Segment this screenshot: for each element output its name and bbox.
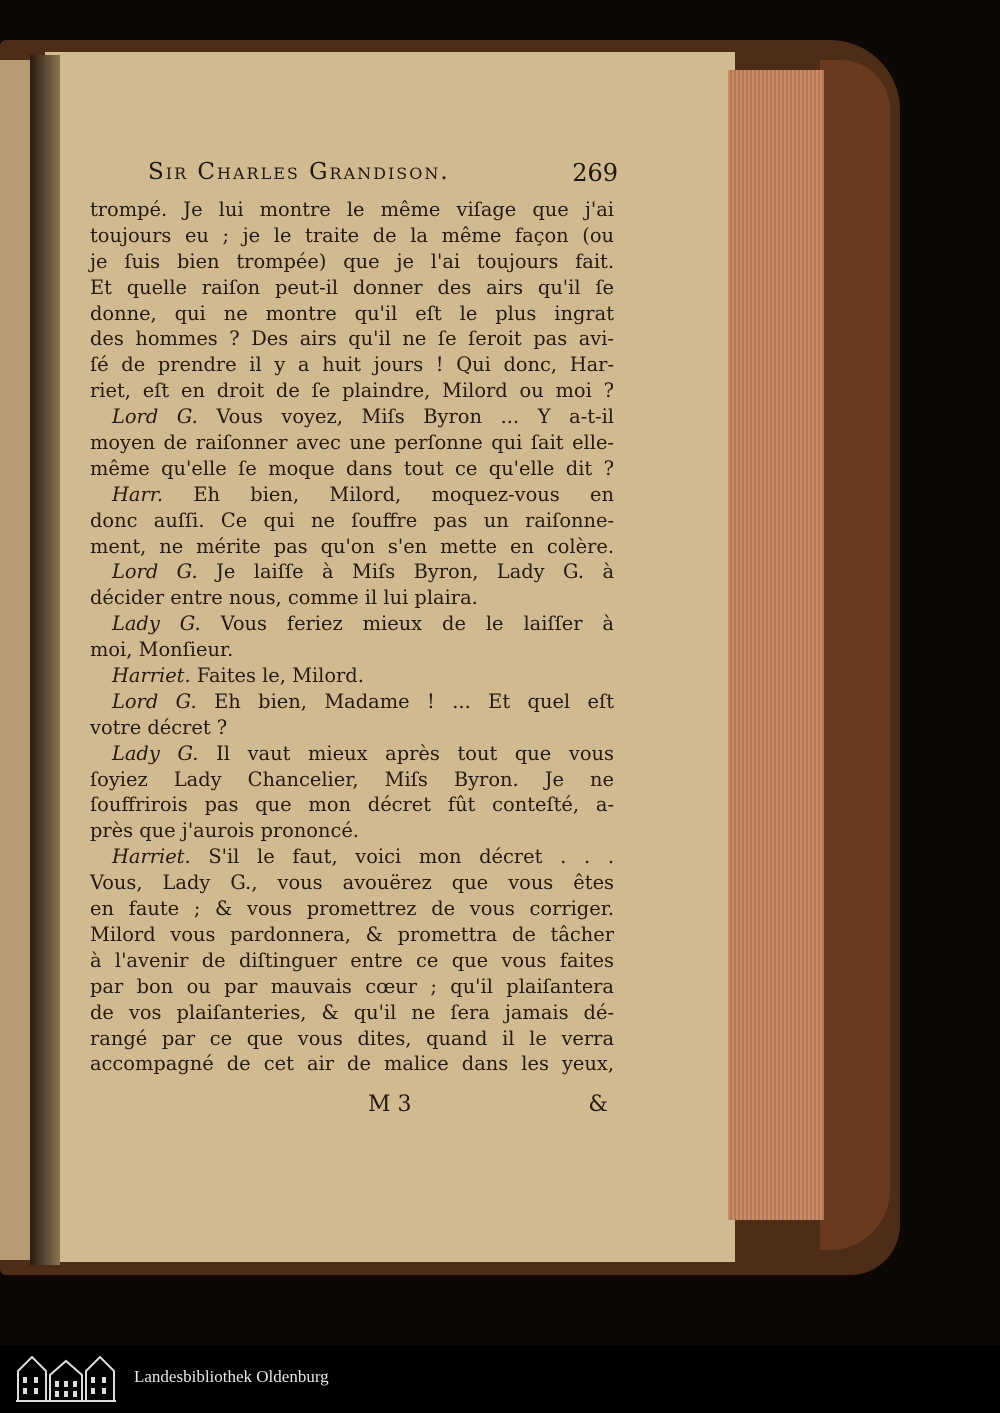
line-text: toujours eu ; je le traite de la même façon (ou: [90, 223, 614, 247]
text-line: [90, 637, 614, 663]
library-name: Landesbibliothek Oldenburg: [134, 1367, 329, 1386]
text-line: [90, 1026, 614, 1052]
line-text: Eh bien, Madame ! ... Et quel eſt: [196, 689, 615, 713]
text-line: [90, 663, 614, 689]
line-text: décider entre nous, comme il lui plaira.: [90, 586, 478, 610]
line-text: S'il le faut, voici mon décret . . .: [190, 845, 614, 869]
line-text: rangé par ce que vous dites, quand il le verra: [90, 1026, 614, 1050]
text-line: [90, 844, 614, 870]
line-text: en faute ; & vous promettrez de vous corriger.: [90, 897, 614, 921]
text-line: [90, 352, 614, 378]
speaker-name: Harriet.: [112, 664, 191, 688]
line-text: ment, ne mérite pas qu'on s'en mette en colère.: [90, 534, 614, 558]
line-text: près que j'aurois prononcé.: [90, 819, 359, 843]
page-block-edge: [728, 70, 824, 1220]
text-line: [90, 223, 614, 249]
text-line: [90, 534, 614, 560]
line-text: Il vaut mieux après tout que vous: [198, 741, 614, 765]
line-text: moi, Monſieur.: [90, 638, 234, 662]
text-line: [90, 792, 614, 818]
page-number: 269: [572, 159, 618, 187]
speaker-name: Lady G.: [112, 612, 201, 636]
running-head-title: Sir Charles Grandison.: [148, 159, 450, 185]
text-line: [90, 818, 614, 844]
page-footer: [90, 1092, 614, 1120]
speaker-name: Lord G.: [112, 689, 197, 713]
line-text: Milord vous pardonnera, & promettra de tâcher: [90, 922, 614, 946]
text-line: [90, 948, 614, 974]
text-line: [90, 482, 614, 508]
signature-mark: M 3: [368, 1092, 412, 1117]
text-line: [90, 689, 614, 715]
line-text: à l'avenir de diſtinguer entre ce que vous faites: [90, 948, 614, 972]
speaker-name: Lord G.: [112, 405, 198, 429]
text-line: [90, 922, 614, 948]
line-text: Et quelle raiſon peut-il donner des airs qu'il ſe: [90, 275, 614, 299]
line-text: de vos plaiſanteries, & qu'il ne ſera jamais dé-: [90, 1000, 614, 1024]
text-line: [90, 197, 614, 223]
text-line: [90, 974, 614, 1000]
speaker-name: Lady G.: [112, 741, 199, 765]
body-text: [90, 197, 614, 1077]
line-text: ſé de prendre il y a huit jours ! Qui donc, Har-: [90, 353, 614, 377]
line-text: des hommes ? Des airs qu'il ne ſe ſeroit pas avi-: [90, 327, 614, 351]
text-line: [90, 767, 614, 793]
text-line: [90, 249, 614, 275]
speaker-name: Harriet.: [112, 845, 191, 869]
library-bar: [0, 1345, 1000, 1413]
text-line: [90, 1051, 614, 1077]
text-line: [90, 326, 614, 352]
line-text: Vous feriez mieux de le laiſſer à: [200, 612, 614, 636]
text-line: [90, 585, 614, 611]
text-line: [90, 611, 614, 637]
line-text: Vous, Lady G., vous avouërez que vous êtes: [90, 871, 614, 895]
running-head: [148, 155, 618, 195]
line-text: trompé. Je lui montre le même viſage que j'ai: [90, 198, 614, 221]
text-line: [90, 1000, 614, 1026]
catchword: &: [588, 1092, 608, 1117]
text-line: [90, 559, 614, 585]
text-line: [90, 301, 614, 327]
line-text: accompagné de cet air de malice dans les yeux,: [90, 1052, 614, 1076]
text-line: [90, 741, 614, 767]
speaker-name: Harr.: [112, 482, 164, 506]
line-text: ſouffrirois pas que mon décret fût conteſté, a-: [90, 793, 614, 817]
text-line: [90, 275, 614, 301]
text-line: [90, 378, 614, 404]
line-text: je ſuis bien trompée) que je l'ai toujours fait.: [90, 249, 614, 273]
line-text: votre décret ?: [90, 715, 228, 739]
line-text: Faites le, Milord.: [190, 664, 364, 688]
line-text: même qu'elle ſe moque dans tout ce qu'elle dit ?: [90, 456, 614, 480]
library-building-icon: [14, 1353, 118, 1403]
text-line: [90, 404, 614, 430]
text-line: [90, 508, 614, 534]
line-text: Eh bien, Milord, moquez-vous en: [163, 482, 614, 506]
text-line: [90, 715, 614, 741]
line-text: par bon ou par mauvais cœur ; qu'il plaiſantera: [90, 974, 614, 998]
text-line: [90, 430, 614, 456]
cover-edge: [820, 60, 890, 1250]
line-text: ſoyiez Lady Chancelier, Miſs Byron. Je ne: [90, 767, 614, 791]
line-text: donc auſſi. Ce qui ne ſouffre pas un raiſonne-: [90, 508, 614, 532]
text-line: [90, 456, 614, 482]
text-line: [90, 870, 614, 896]
line-text: Je laiſſe à Miſs Byron, Lady G. à: [197, 560, 615, 584]
previous-page-edge: [0, 60, 34, 1260]
speaker-name: Lord G.: [112, 560, 198, 584]
page-gutter: [30, 55, 60, 1265]
line-text: riet, eſt en droit de ſe plaindre, Milord ou moi ?: [90, 379, 614, 403]
line-text: moyen de raiſonner avec une perſonne qui ſait elle-: [90, 431, 614, 455]
line-text: donne, qui ne montre qu'il eſt le plus ingrat: [90, 301, 614, 325]
text-line: [90, 896, 614, 922]
line-text: Vous voyez, Miſs Byron ... Y a-t-il: [197, 405, 614, 429]
